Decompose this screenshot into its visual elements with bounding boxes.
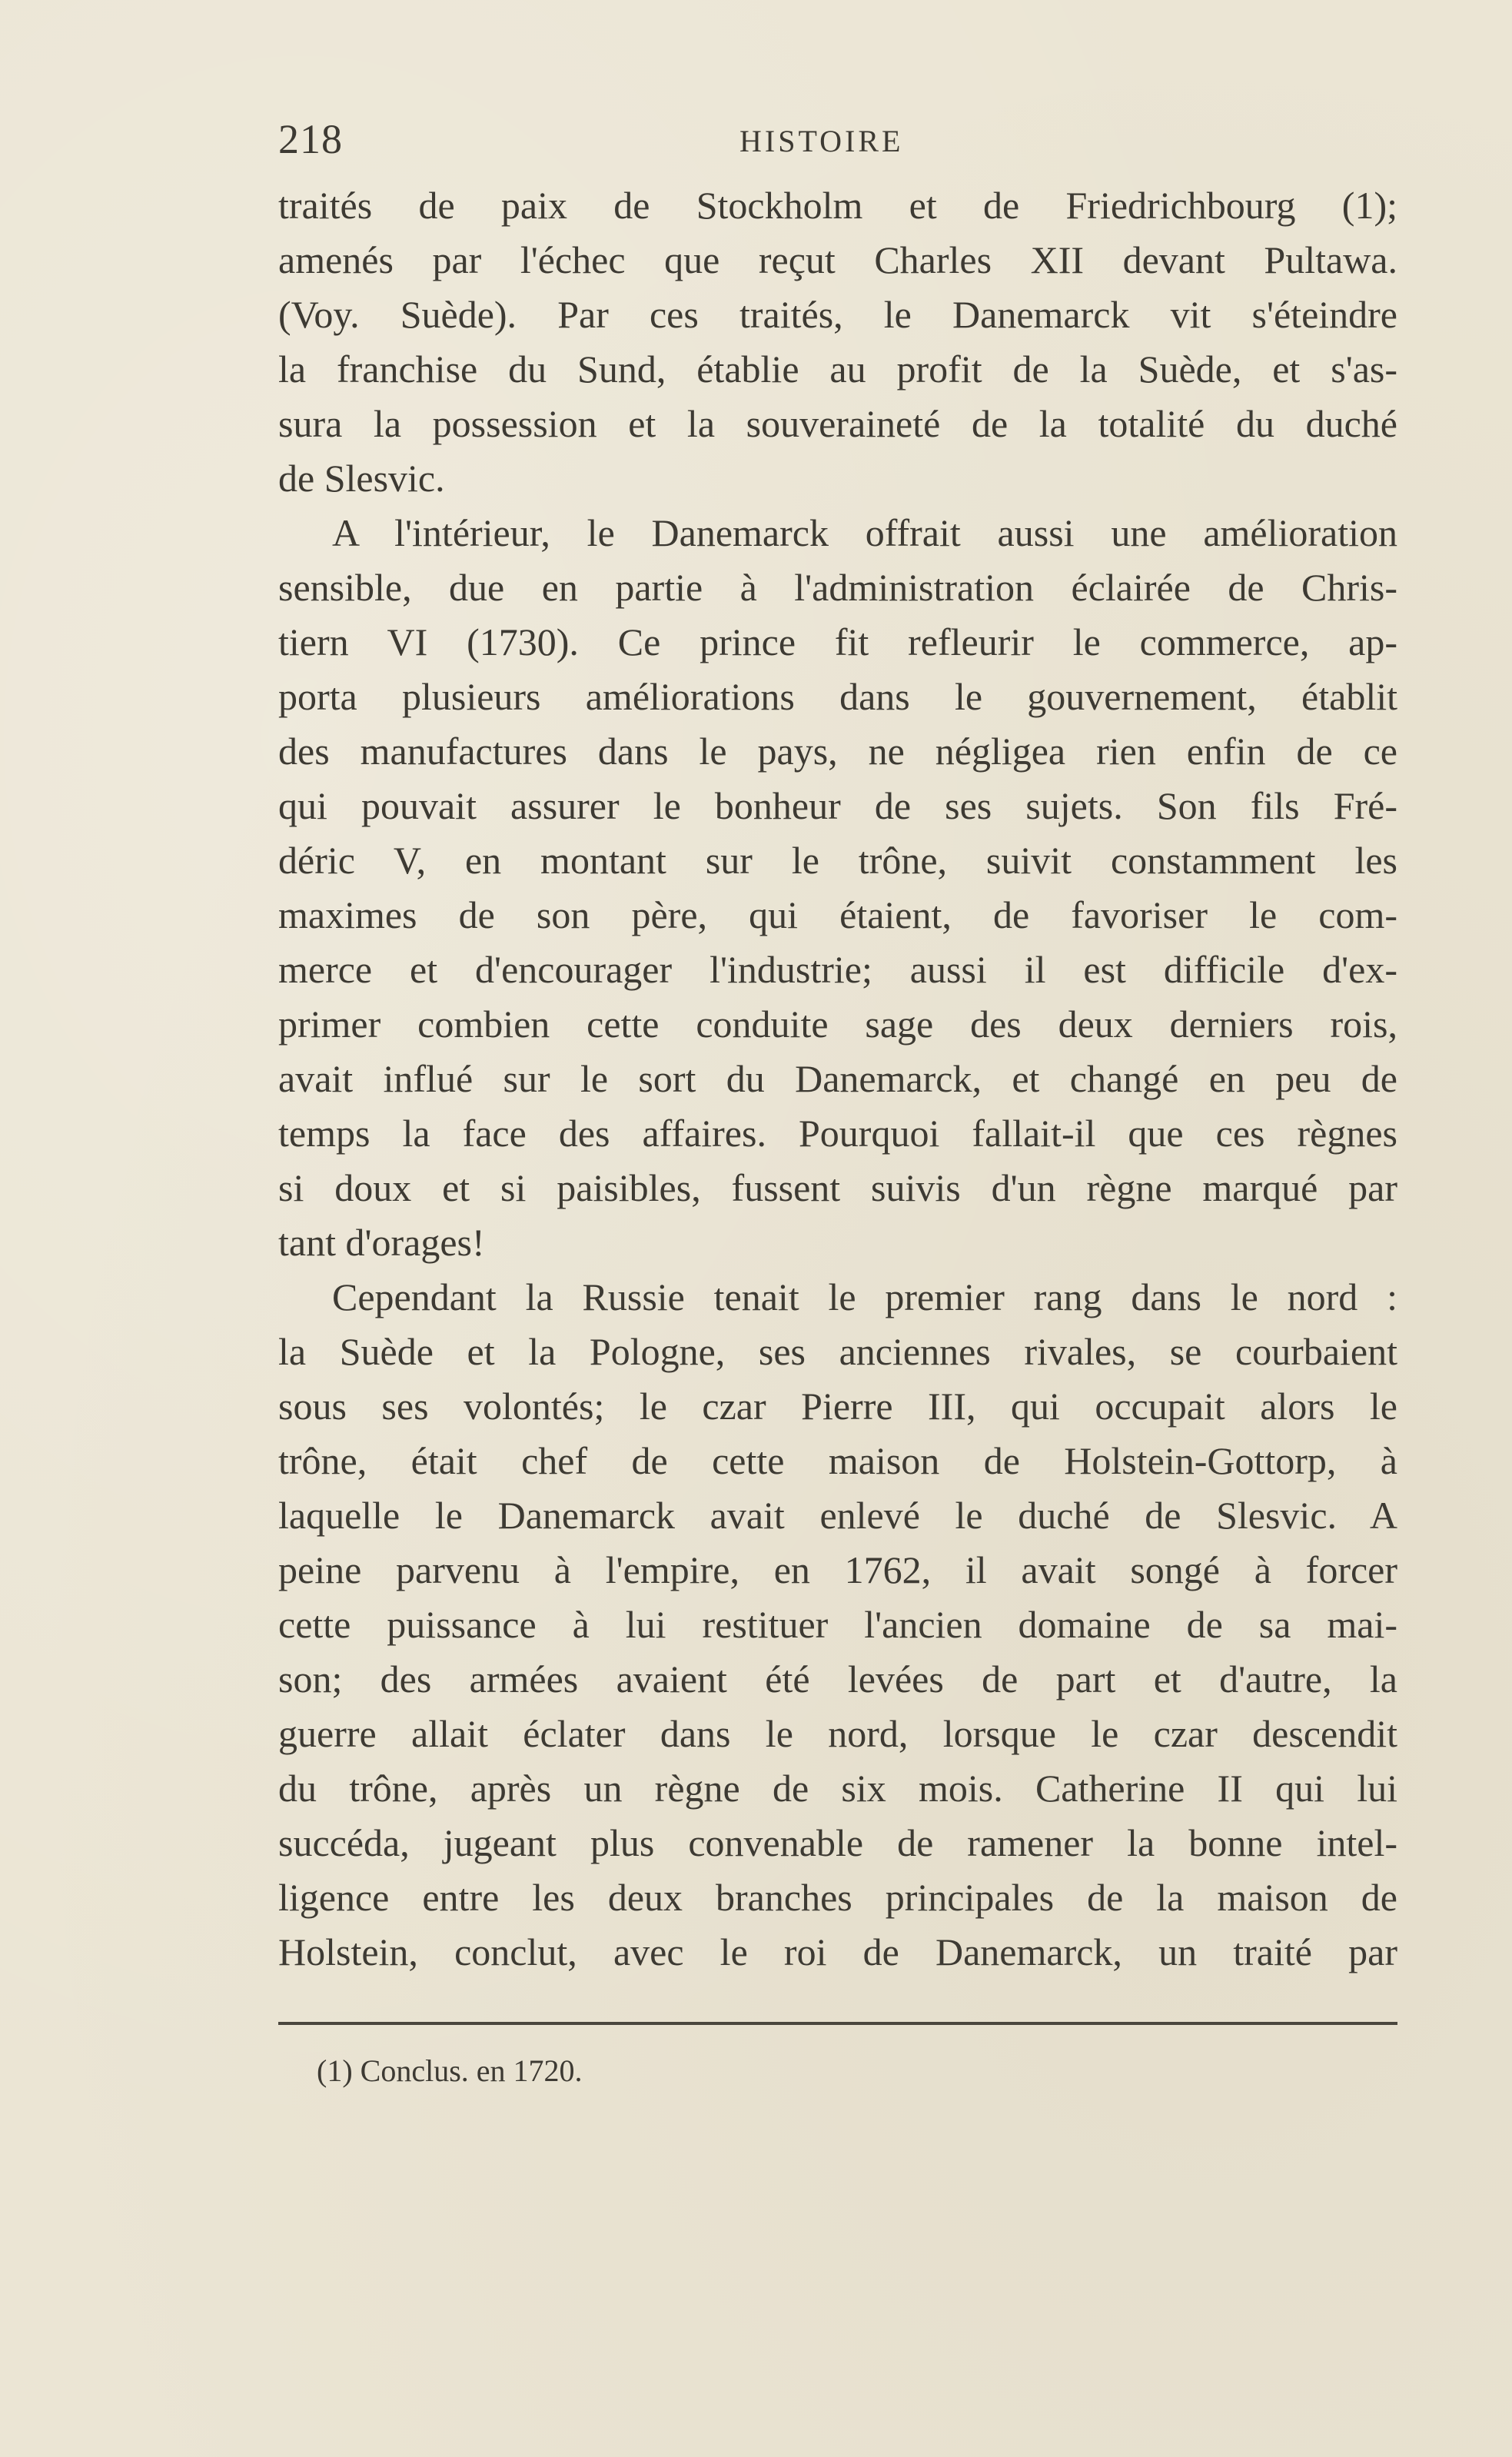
text-line: qui pouvait assurer le bonheur de ses sujets. Son fils Fré-	[278, 784, 1397, 827]
footnote-rule	[278, 2022, 1397, 2025]
text-line: (Voy. Suède). Par ces traités, le Danemarck vit s'éteindre	[278, 293, 1397, 336]
text-line: tiern VI (1730). Ce prince fit refleurir le commerce, ap-	[278, 620, 1397, 663]
page-number: 218	[278, 116, 343, 162]
text-line: Holstein, conclut, avec le roi de Danemarck, un traité par	[278, 1930, 1397, 1973]
text-line: la Suède et la Pologne, ses anciennes rivales, se courbaient	[278, 1330, 1397, 1373]
running-head: HISTOIRE	[739, 124, 904, 158]
page-header	[278, 115, 1397, 169]
text-line: avait influé sur le sort du Danemarck, et changé en peu de	[278, 1057, 1397, 1100]
text-line: succéda, jugeant plus convenable de ramener la bonne intel-	[278, 1821, 1397, 1864]
text-line: son; des armées avaient été levées de part et d'autre, la	[278, 1657, 1397, 1701]
text-line: guerre allait éclater dans le nord, lorsque le czar descendit	[278, 1712, 1397, 1755]
text-line: Cependant la Russie tenait le premier rang dans le nord :	[332, 1275, 1397, 1318]
text-line: sura la possession et la souveraineté de la totalité du duché	[278, 402, 1397, 445]
text-line: temps la face des affaires. Pourquoi fallait-il que ces règnes	[278, 1112, 1397, 1155]
text-line: tant d'orages!	[278, 1221, 485, 1264]
text-line: du trône, après un règne de six mois. Catherine II qui lui	[278, 1767, 1397, 1810]
text-line: sous ses volontés; le czar Pierre III, qui occupait alors le	[278, 1385, 1397, 1428]
body-text	[278, 178, 1397, 1980]
text-line: amenés par l'échec que reçut Charles XII devant Pultawa.	[278, 238, 1397, 281]
text-line: cette puissance à lui restituer l'ancien domaine de sa mai-	[278, 1603, 1397, 1646]
text-line: si doux et si paisibles, fussent suivis d'un règne marqué par	[278, 1166, 1397, 1209]
text-line: primer combien cette conduite sage des deux derniers rois,	[278, 1002, 1397, 1046]
text-line: la franchise du Sund, établie au profit de la Suède, et s'as-	[278, 347, 1397, 391]
text-line: trône, était chef de cette maison de Holstein-Gottorp, à	[278, 1439, 1397, 1482]
text-line: sensible, due en partie à l'administration éclairée de Chris-	[278, 566, 1397, 609]
text-line: maximes de son père, qui étaient, de favoriser le com-	[278, 893, 1397, 936]
text-line: de Slesvic.	[278, 457, 445, 500]
text-line: A l'intérieur, le Danemarck offrait aussi une amélioration	[332, 511, 1397, 554]
text-line: des manufactures dans le pays, ne négligea rien enfin de ce	[278, 730, 1397, 773]
text-line: traités de paix de Stockholm et de Friedrichbourg (1);	[278, 184, 1397, 227]
text-line: déric V, en montant sur le trône, suivit constamment les	[278, 839, 1397, 882]
text-line: peine parvenu à l'empire, en 1762, il avait songé à forcer	[278, 1548, 1397, 1591]
text-line: porta plusieurs améliorations dans le gouvernement, établit	[278, 675, 1397, 718]
footnote: (1) Conclus. en 1720.	[317, 2053, 583, 2088]
text-line: laquelle le Danemarck avait enlevé le duché de Slesvic. A	[278, 1494, 1397, 1537]
text-line: ligence entre les deux branches principales de la maison de	[278, 1876, 1397, 1919]
text-line: merce et d'encourager l'industrie; aussi il est difficile d'ex-	[278, 948, 1397, 991]
